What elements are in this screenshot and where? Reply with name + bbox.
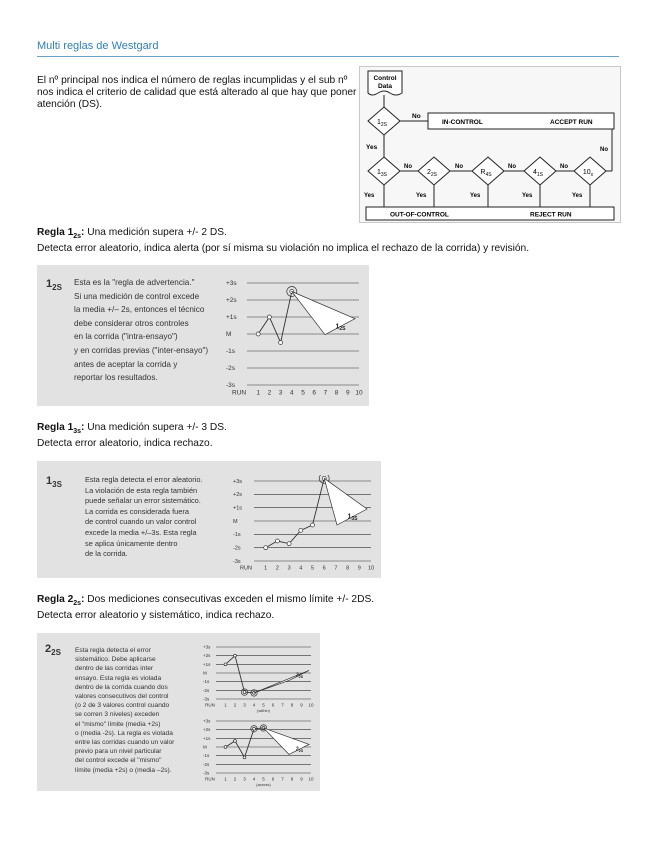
rule-title: Regla $1_{2s}$:	[37, 227, 85, 241]
rule-title: Regla $2_{2s}$:	[37, 594, 85, 608]
callout-label: $1_{3S}$	[347, 513, 358, 523]
data-point	[234, 654, 237, 657]
x-tick-label: RUN	[205, 776, 215, 782]
panel-code: $1_{2S}$	[46, 278, 62, 293]
x-tick-label: 7	[281, 702, 284, 708]
data-point	[234, 740, 237, 743]
data-point	[243, 756, 246, 759]
y-tick-label: M	[203, 744, 207, 750]
x-tick-label: 2	[267, 389, 272, 397]
data-point	[279, 341, 283, 345]
flow-rule-10x: $10_x$	[582, 169, 594, 178]
y-tick-label: -2s	[203, 761, 210, 767]
y-tick-label: +1s	[233, 505, 243, 512]
y-tick-label: -1s	[233, 532, 241, 539]
x-tick-label: RUN	[231, 389, 247, 397]
x-tick-label: 7	[323, 389, 328, 397]
intro-paragraph: El nº principal nos indica el número de reglas incumplidas y el sub nº nos indica el criterio de calidad que está alterado al que hay que poner atención (DS).	[37, 75, 357, 110]
x-tick-label: 1	[264, 565, 268, 572]
y-tick-label: +2s	[203, 727, 211, 733]
panel-desc: Esta regla detecta el error sistemático. Debe aplicarse dentro de las corridas inter ensayo. Esta regla es violada dentro de la corrida cuando dos valores consecutivos del control (o 2 de 3 valores control cuando se corren 3 niveles) exceden el "mismo" límite (media +2s) o (media -2s). La regla es violada entre las corridas cuando un valor previo para un nivel particular del control excede el "mismo" límite (media +2s) o (media –2s).	[75, 647, 175, 774]
westgard-flowchart	[359, 66, 621, 223]
x-tick-label: 2	[233, 702, 237, 708]
data-point	[243, 691, 246, 694]
x-tick-label: 9	[300, 776, 303, 782]
rule-description: Detecta error aleatorio y sistemático, indica rechazo.	[37, 610, 275, 622]
y-tick-label: M	[226, 331, 232, 339]
chart-1-2s	[225, 277, 363, 399]
y-tick-label: M	[203, 670, 207, 676]
rule-2-2s-panel	[37, 633, 320, 791]
flow-no-2: No	[455, 164, 463, 170]
rule-1-2s-panel	[37, 265, 369, 406]
rule-description: Detecta error aleatorio, indica rechazo.	[37, 438, 213, 450]
x-tick-label: 6	[322, 565, 326, 572]
x-tick-label: 8	[334, 389, 339, 397]
flow-in-control: IN-CONTROL	[442, 119, 483, 126]
flow-yes-4: Yes	[522, 193, 533, 199]
flow-yes-label: Yes	[366, 144, 378, 151]
data-point	[311, 523, 315, 527]
x-tick-label: 10	[355, 389, 363, 397]
x-tick-label: 1	[224, 702, 227, 708]
flow-yes-5: Yes	[572, 193, 583, 199]
y-tick-label: M	[233, 518, 238, 525]
chart-2-2s-across	[202, 717, 315, 787]
y-tick-label: -1s	[203, 753, 210, 759]
y-tick-label: +1s	[226, 314, 237, 322]
data-point	[264, 546, 268, 550]
x-tick-label: 5	[262, 702, 265, 708]
header-divider	[37, 56, 619, 57]
x-tick-label: 5	[301, 389, 305, 397]
x-tick-label: 10	[367, 565, 375, 572]
x-tick-label: 8	[290, 776, 294, 782]
y-tick-label: +3s	[203, 718, 211, 724]
y-tick-label: -1s	[203, 679, 210, 685]
callout-triangle	[324, 478, 367, 525]
flow-rule-1-3s: $1_{3S}$	[376, 169, 388, 178]
x-tick-label: 10	[308, 702, 314, 708]
flow-no-label: No	[412, 113, 421, 120]
data-point	[224, 746, 227, 749]
flow-yes-3: Yes	[470, 193, 481, 199]
data-point	[253, 727, 256, 730]
rule-1-2s-text: Regla $1_{2s}$: Una medición supera +/- 2 DS. Detecta error aleatorio, indica alerta (por sí misma su violación no implica el rechazo de la corrida) y revisión.	[37, 227, 530, 255]
series-line	[226, 656, 255, 693]
flow-accept-run: ACCEPT RUN	[550, 119, 593, 126]
panel-code: $1_{3S}$	[46, 475, 62, 490]
x-tick-label: 7	[334, 565, 338, 572]
flow-out-of-control: OUT-OF-CONTROL	[390, 211, 449, 219]
x-tick-label: 3	[287, 565, 291, 572]
data-point	[299, 528, 303, 532]
panel-desc: Esta regla detecta el error aleatorio. La violación de esta regla también puede señalar un error sistemático. La corrida es considerada fuera de control cuando un valor control excede la media +/–3s. Esta regla se aplica únicamente dentro de la corrida.	[85, 475, 203, 559]
x-tick-label: 5	[310, 565, 315, 572]
rule-1-3s-text: Regla $1_{3s}$: Una medición supera +/- 3 DS. Detecta error aleatorio, indica rechazo.	[37, 422, 227, 450]
data-point	[287, 542, 291, 546]
y-tick-label: -3s	[203, 770, 210, 776]
x-tick-label: 8	[346, 565, 350, 572]
x-tick-label: 10	[308, 776, 314, 782]
y-tick-label: +2s	[203, 653, 211, 659]
y-tick-label: -2s	[203, 687, 210, 693]
flow-rule-4-1s: $4_{1S}$	[532, 169, 544, 178]
x-tick-label: 1	[224, 776, 227, 782]
x-tick-label: 2	[233, 776, 237, 782]
y-tick-label: -1s	[226, 348, 236, 356]
x-tick-label: 2	[275, 565, 279, 572]
flow-rule-1-2s: $1_{2S}$	[376, 119, 388, 128]
flow-reject-run: REJECT RUN	[530, 211, 572, 219]
x-tick-label: RUN	[240, 565, 252, 572]
flow-no-1: No	[404, 164, 412, 170]
y-tick-label: -2s	[226, 365, 236, 373]
x-tick-label: 4	[289, 389, 294, 397]
x-tick-label: 1	[256, 389, 261, 397]
x-tick-label: 9	[300, 702, 303, 708]
callout-label: $1_{2S}$	[335, 323, 346, 332]
y-tick-label: -2s	[233, 545, 241, 552]
y-tick-label: +2s	[233, 492, 243, 499]
y-tick-label: +2s	[226, 297, 237, 305]
x-tick-label: 6	[312, 389, 317, 397]
chart-1-3s	[232, 475, 375, 575]
y-tick-label: -3s	[226, 382, 236, 390]
flow-start-1: Control	[373, 75, 397, 82]
y-tick-label: +3s	[233, 478, 243, 485]
x-tick-label: 9	[357, 565, 361, 572]
x-tick-label: 6	[271, 702, 275, 708]
x-tick-label: 6	[271, 776, 275, 782]
axis-caption: (across)	[256, 782, 271, 787]
x-tick-label: 8	[290, 702, 294, 708]
y-tick-label: +3s	[203, 644, 211, 650]
rule-1-3s-panel	[37, 461, 381, 578]
rule-description: Detecta error aleatorio, indica alerta (por sí misma su violación no implica el rechazo de la corrida) y revisión.	[37, 243, 530, 255]
rule-title: Regla $1_{3s}$:	[37, 422, 85, 436]
flow-no-4: No	[560, 164, 568, 170]
x-tick-label: 3	[278, 389, 283, 397]
panel-code: $2_{2S}$	[45, 643, 61, 658]
x-tick-label: 4	[299, 565, 303, 572]
flow-yes-2: Yes	[416, 193, 427, 199]
flowchart-svg	[360, 67, 620, 222]
series-line	[226, 728, 264, 757]
x-tick-label: 3	[243, 776, 246, 782]
flow-no-3: No	[508, 164, 516, 170]
x-tick-label: 9	[345, 389, 350, 397]
y-tick-label: -3s	[203, 696, 210, 702]
flow-rule-r-4s: $R_{4S}$	[480, 169, 492, 178]
page-title: Multi reglas de Westgard	[37, 40, 159, 52]
x-tick-label: 3	[243, 702, 246, 708]
callout-label: $2_{2S}$	[296, 746, 304, 753]
data-point	[275, 539, 279, 543]
x-tick-label: 5	[262, 776, 265, 782]
flow-start-2: Data	[377, 83, 393, 90]
flow-no-5: No	[600, 147, 608, 153]
y-tick-label: +1s	[203, 735, 211, 741]
flow-rule-2-2s: $2_{2S}$	[426, 169, 438, 178]
callout-label: $2_{2S}$	[296, 672, 304, 679]
data-point	[224, 663, 227, 666]
y-tick-label: +1s	[203, 661, 211, 667]
x-tick-label: 7	[281, 776, 284, 782]
y-tick-label: +3s	[226, 280, 237, 288]
series-line	[266, 478, 325, 547]
x-tick-label: 4	[252, 702, 256, 708]
chart-2-2s-within	[202, 643, 315, 713]
flow-yes-1: Yes	[364, 193, 375, 199]
data-point	[256, 332, 260, 336]
panel-desc: Esta es la "regla de advertencia." Si una medición de control excede la media +/– 2s, entonces el técnico debe considerar otros controles en la corrida ("intra-ensayo") y en corridas previas ("inter-ensayo") antes de aceptar la corrida y reportar los resultados.	[74, 278, 209, 383]
y-tick-label: -3s	[233, 558, 241, 565]
data-point	[267, 315, 271, 319]
rule-2-2s-text: Regla $2_{2s}$: Dos mediciones consecutivas exceden el mismo límite +/- 2DS. Detecta error aleatorio y sistemático, indica rechazo.	[37, 594, 375, 622]
x-tick-label: 4	[252, 776, 256, 782]
axis-caption: (within)	[257, 708, 270, 713]
x-tick-label: RUN	[205, 702, 215, 708]
